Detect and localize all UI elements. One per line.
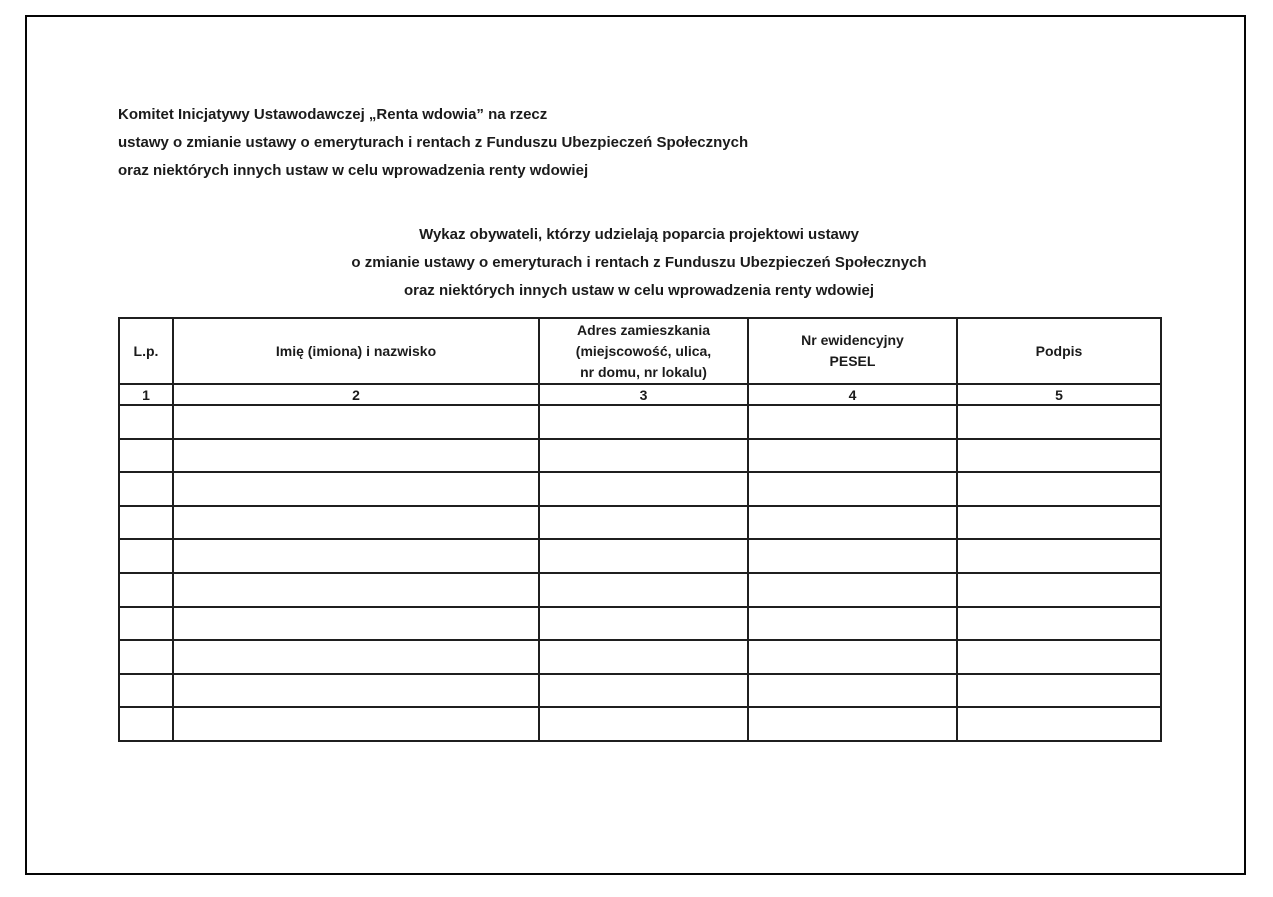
empty-signature-row [119,439,1161,473]
col-number-2: 2 [173,384,539,405]
empty-cell [173,439,539,473]
empty-cell [748,472,957,506]
empty-signature-row [119,674,1161,708]
signature-table [118,317,1162,742]
empty-cell [748,607,957,641]
empty-cell [539,472,748,506]
empty-cell [539,573,748,607]
empty-cell [119,439,173,473]
empty-signature-row [119,539,1161,573]
empty-cell [119,405,173,439]
empty-cell [539,707,748,741]
empty-cell [748,405,957,439]
empty-cell [748,707,957,741]
empty-cell [957,640,1161,674]
empty-cell [173,573,539,607]
empty-signature-row [119,506,1161,540]
empty-cell [119,539,173,573]
empty-cell [173,539,539,573]
empty-cell [957,439,1161,473]
committee-header [118,101,1018,185]
empty-signature-row [119,573,1161,607]
column-number-row [119,384,1161,405]
empty-cell [748,439,957,473]
empty-signature-row [119,640,1161,674]
col-header-pesel-line-1: Nr ewidencyjny [801,332,904,348]
col-header-signature [957,318,1161,384]
empty-signature-row [119,607,1161,641]
empty-cell [539,674,748,708]
empty-cell [173,405,539,439]
col-header-name-label: Imię (imiona) i nazwisko [275,342,437,359]
empty-signature-row [119,472,1161,506]
col-number-3: 3 [539,384,748,405]
empty-cell [539,640,748,674]
empty-cell [957,539,1161,573]
empty-cell [957,707,1161,741]
empty-cell [539,607,748,641]
col-header-address-line-2: (miejscowość, ulica, [575,342,712,359]
table-header-row [119,318,1161,384]
col-number-1: 1 [119,384,173,405]
col-header-address-line-1: Adres zamieszkania [576,321,711,338]
empty-cell [957,607,1161,641]
empty-cell [748,573,957,607]
empty-cell [119,506,173,540]
empty-cell [748,640,957,674]
col-header-signature-label: Podpis [1035,342,1083,359]
empty-cell [119,707,173,741]
empty-cell [173,640,539,674]
empty-cell [119,674,173,708]
empty-cell [539,405,748,439]
col-number-4: 4 [748,384,957,405]
empty-cell [173,707,539,741]
empty-cell [119,640,173,674]
empty-cell [748,506,957,540]
empty-cell [957,472,1161,506]
col-header-name [173,318,539,384]
empty-cell [957,405,1161,439]
form-title-line-3: oraz niektórych innych ustaw w celu wprowadzenia renty wdowiej [403,282,875,299]
empty-cell [957,573,1161,607]
empty-cell [173,674,539,708]
empty-cell [119,607,173,641]
empty-cell [539,506,748,540]
committee-line-1: Komitet Inicjatywy Ustawodawczej „Renta wdowia” na rzecz [118,106,548,123]
committee-line-2: ustawy o zmianie ustawy o emeryturach i rentach z Funduszu Ubezpieczeń Społecznych [118,134,749,151]
empty-cell [957,674,1161,708]
committee-line-3: oraz niektórych innych ustaw w celu wprowadzenia renty wdowiej [118,162,589,179]
empty-cell [119,573,173,607]
empty-cell [748,674,957,708]
empty-cell [173,506,539,540]
empty-cell [539,539,748,573]
col-header-pesel-line-2: PESEL [829,353,876,369]
col-header-address-line-3: nr domu, nr lokalu) [580,363,707,380]
col-header-lp [119,318,173,384]
empty-signature-row [119,707,1161,741]
empty-cell [539,439,748,473]
form-title-line-1: Wykaz obywateli, którzy udzielają poparcia projektowi ustawy [419,226,859,243]
empty-signature-row [119,405,1161,439]
col-header-address [539,318,748,384]
empty-cell [173,607,539,641]
empty-cell [957,506,1161,540]
empty-cell [119,472,173,506]
form-title [118,221,1160,305]
col-number-5: 5 [957,384,1161,405]
form-title-line-2: o zmianie ustawy o emeryturach i rentach z Funduszu Ubezpieczeń Społecznych [351,254,927,271]
table-body [119,405,1161,741]
empty-cell [748,539,957,573]
empty-cell [173,472,539,506]
col-header-pesel [748,318,957,384]
col-header-lp-label: L.p. [133,342,159,359]
